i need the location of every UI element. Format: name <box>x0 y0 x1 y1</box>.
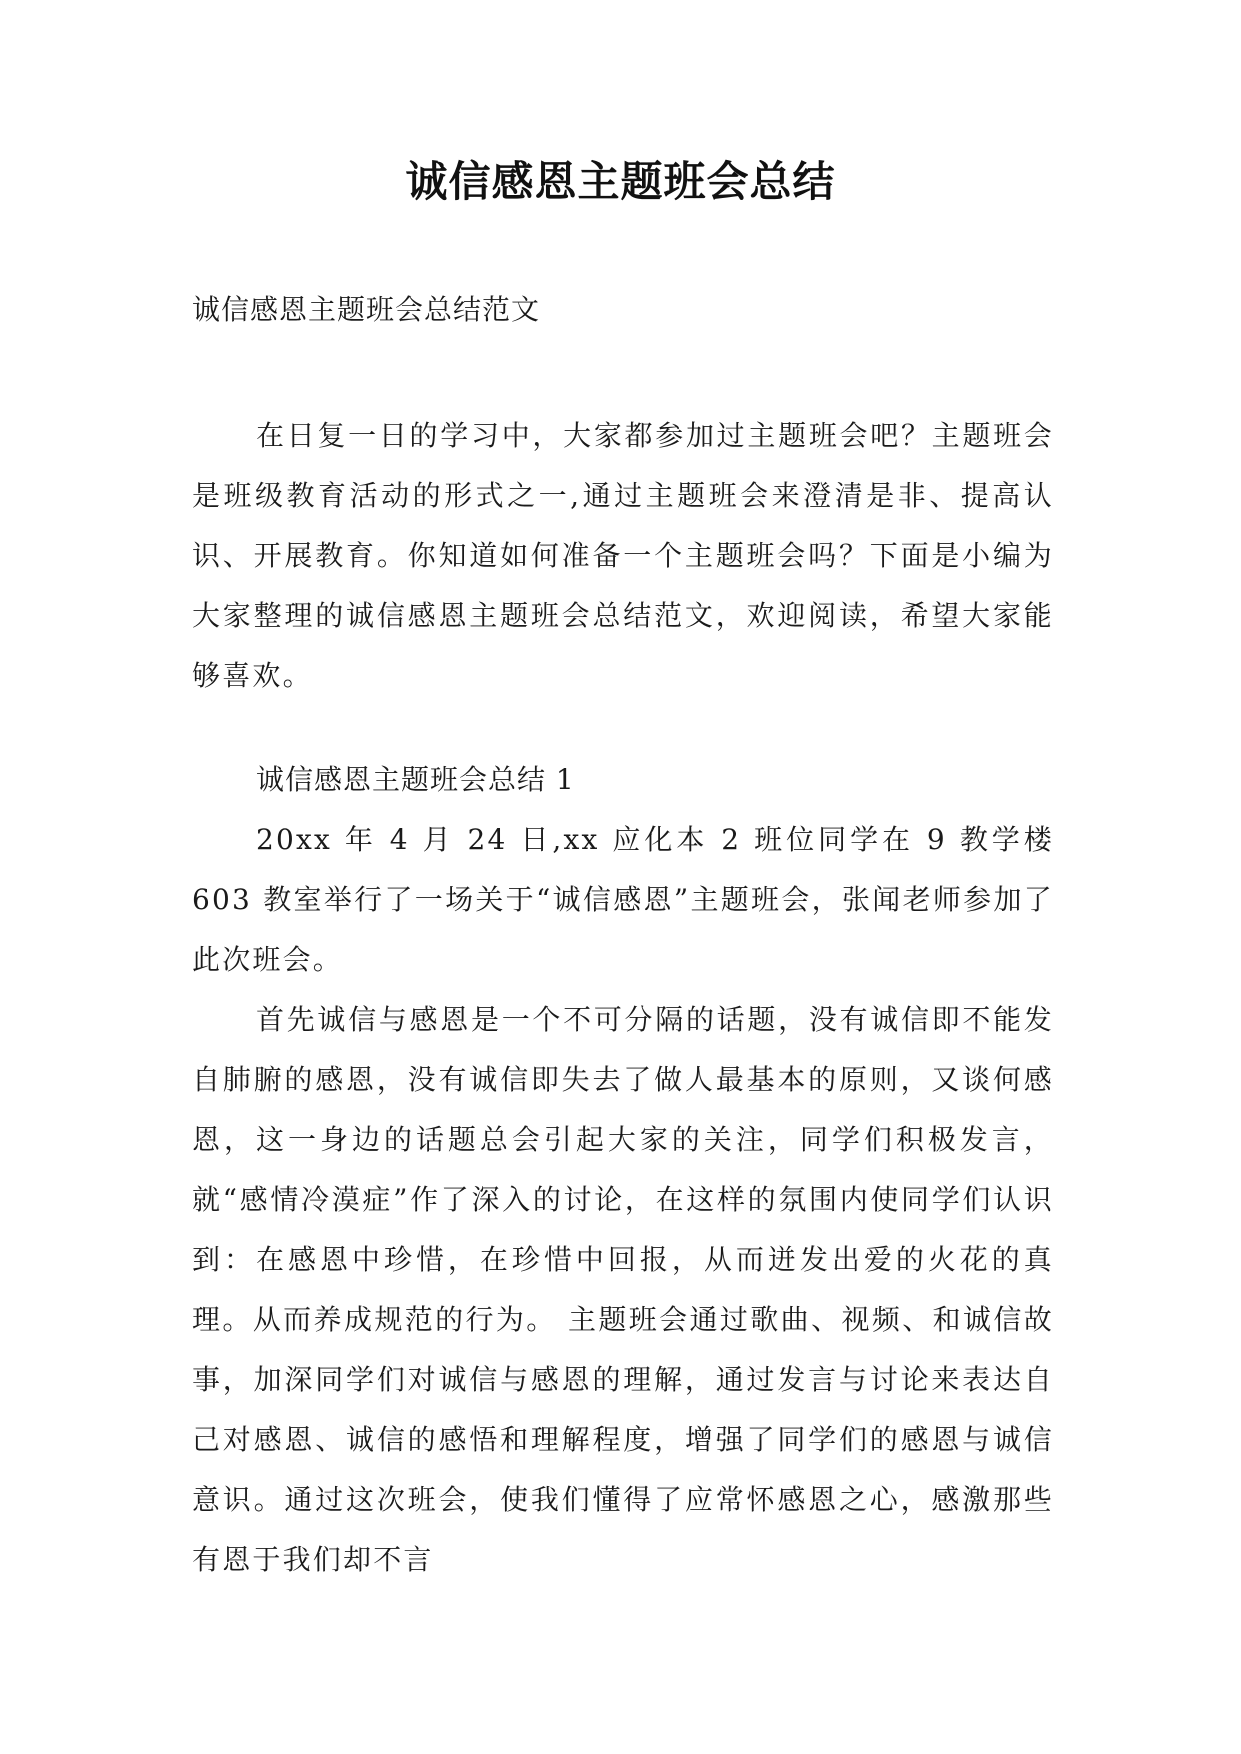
document-subtitle: 诚信感恩主题班会总结范文 <box>192 293 541 326</box>
document-title: 诚信感恩主题班会总结 <box>405 157 836 206</box>
intro-block <box>192 406 1054 706</box>
section-paragraph-1: 20xx 年 4 月 24 日,xx 应化本 2 班位同学在 9 教学楼 603 教室举行了一场关于“诚信感恩”主题班会，张闻老师参加了此次班会。 <box>192 823 1054 976</box>
section-paragraph-2: 首先诚信与感恩是一个不可分隔的话题，没有诚信即不能发自肺腑的感恩，没有诚信即失去了做人最基本的原则，又谈何感恩，这一身边的话题总会引起大家的关注，同学们积极发言，就“感情冷漠症”作了深入的讨论，在这样的氛围内使同学们认识到：在感恩中珍惜，在珍惜中回报，从而迸发出爱的火花的真理。从而养成规范的行为。 主题班会通过歌曲、视频、和诚信故事，加深同学们对诚信与感恩的理解，通过发言与讨论来表达自己对感恩、诚信的感悟和理解程度，增强了同学们的感恩与诚信意识。通过这次班会，使我们懂得了应常怀感恩之心，感激那些有恩于我们却不言 <box>192 1003 1054 1576</box>
intro-paragraph: 在日复一日的学习中，大家都参加过主题班会吧？主题班会是班级教育活动的形式之一,通过主题班会来澄清是非、提高认识、开展教育。你知道如何准备一个主题班会吗？下面是小编为大家整理的诚信感恩主题班会总结范文，欢迎阅读，希望大家能够喜欢。 <box>192 419 1054 692</box>
section-body <box>192 810 1054 1590</box>
section-heading: 诚信感恩主题班会总结 1 <box>256 763 575 796</box>
